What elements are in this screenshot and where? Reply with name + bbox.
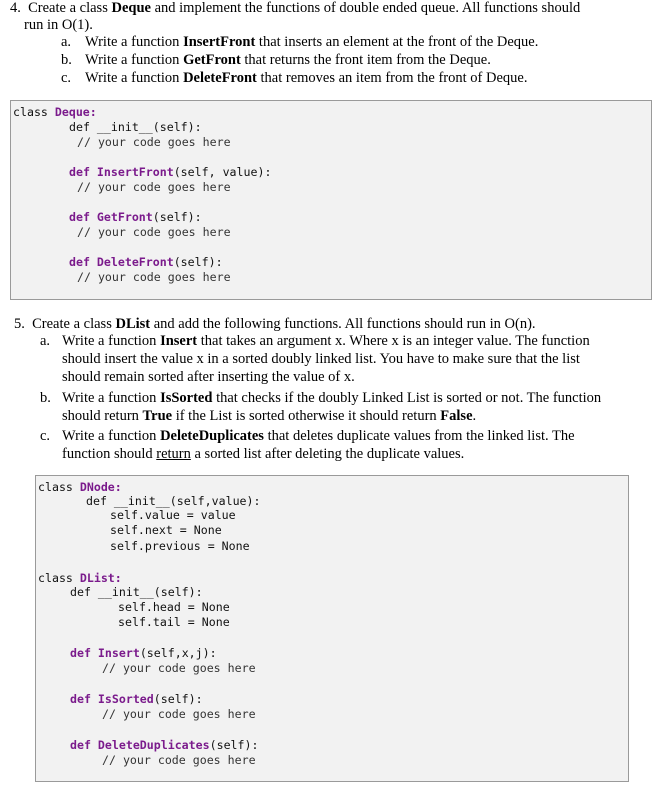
code-dlist-tail: self.tail = None (118, 615, 230, 629)
q4-number: 4. (10, 0, 21, 16)
code-class-dnode: class DNode: (38, 480, 122, 494)
code-comment: // your code goes here (77, 270, 231, 284)
dlist-code-block (35, 475, 629, 782)
q4-item-c: c. Write a function DeleteFront that removes an item from the front of Deque. (61, 70, 528, 86)
code-def-getfront: def GetFront(self): (69, 210, 202, 224)
code-dnode-value: self.value = value (110, 508, 236, 522)
q5-number: 5. (14, 316, 25, 332)
q4-line-2: run in O(1). (24, 17, 93, 33)
code-comment: // your code goes here (102, 753, 256, 767)
q4-item-b: b. Write a function GetFront that returns the front item from the Deque. (61, 52, 491, 68)
code-comment: // your code goes here (102, 661, 256, 675)
code-dlist-head: self.head = None (118, 600, 230, 614)
code-class-dlist: class DList: (38, 571, 122, 585)
q4-item-a: a. Write a function InsertFront that inserts an element at the front of the Deque. (61, 34, 539, 50)
code-dnode-next: self.next = None (110, 523, 222, 537)
code-def-insert: def Insert(self,x,j): (70, 646, 217, 660)
code-dlist-init: def __init__(self): (70, 585, 203, 599)
code-def-insertfront: def InsertFront(self, value): (69, 165, 272, 179)
code-class-deque: class Deque: (13, 105, 97, 119)
code-comment: // your code goes here (77, 135, 231, 149)
code-comment: // your code goes here (77, 225, 231, 239)
deque-code-block (10, 100, 652, 300)
q4-line-1: 4. Create a class Deque and implement the functions of double ended queue. All functions should (10, 0, 581, 16)
code-def-deleteduplicates: def DeleteDuplicates(self): (70, 738, 259, 752)
code-def-deletefront: def DeleteFront(self): (69, 255, 223, 269)
code-def-issorted: def IsSorted(self): (70, 692, 203, 706)
code-deque-init: def __init__(self): (69, 120, 202, 134)
code-comment: // your code goes here (77, 180, 231, 194)
code-dnode-previous: self.previous = None (110, 539, 250, 553)
code-dnode-init: def __init__(self,value): (86, 494, 261, 508)
q5-line-1: 5. Create a class DList and add the following functions. All functions should run in O(n). (14, 316, 536, 332)
code-comment: // your code goes here (102, 707, 256, 721)
